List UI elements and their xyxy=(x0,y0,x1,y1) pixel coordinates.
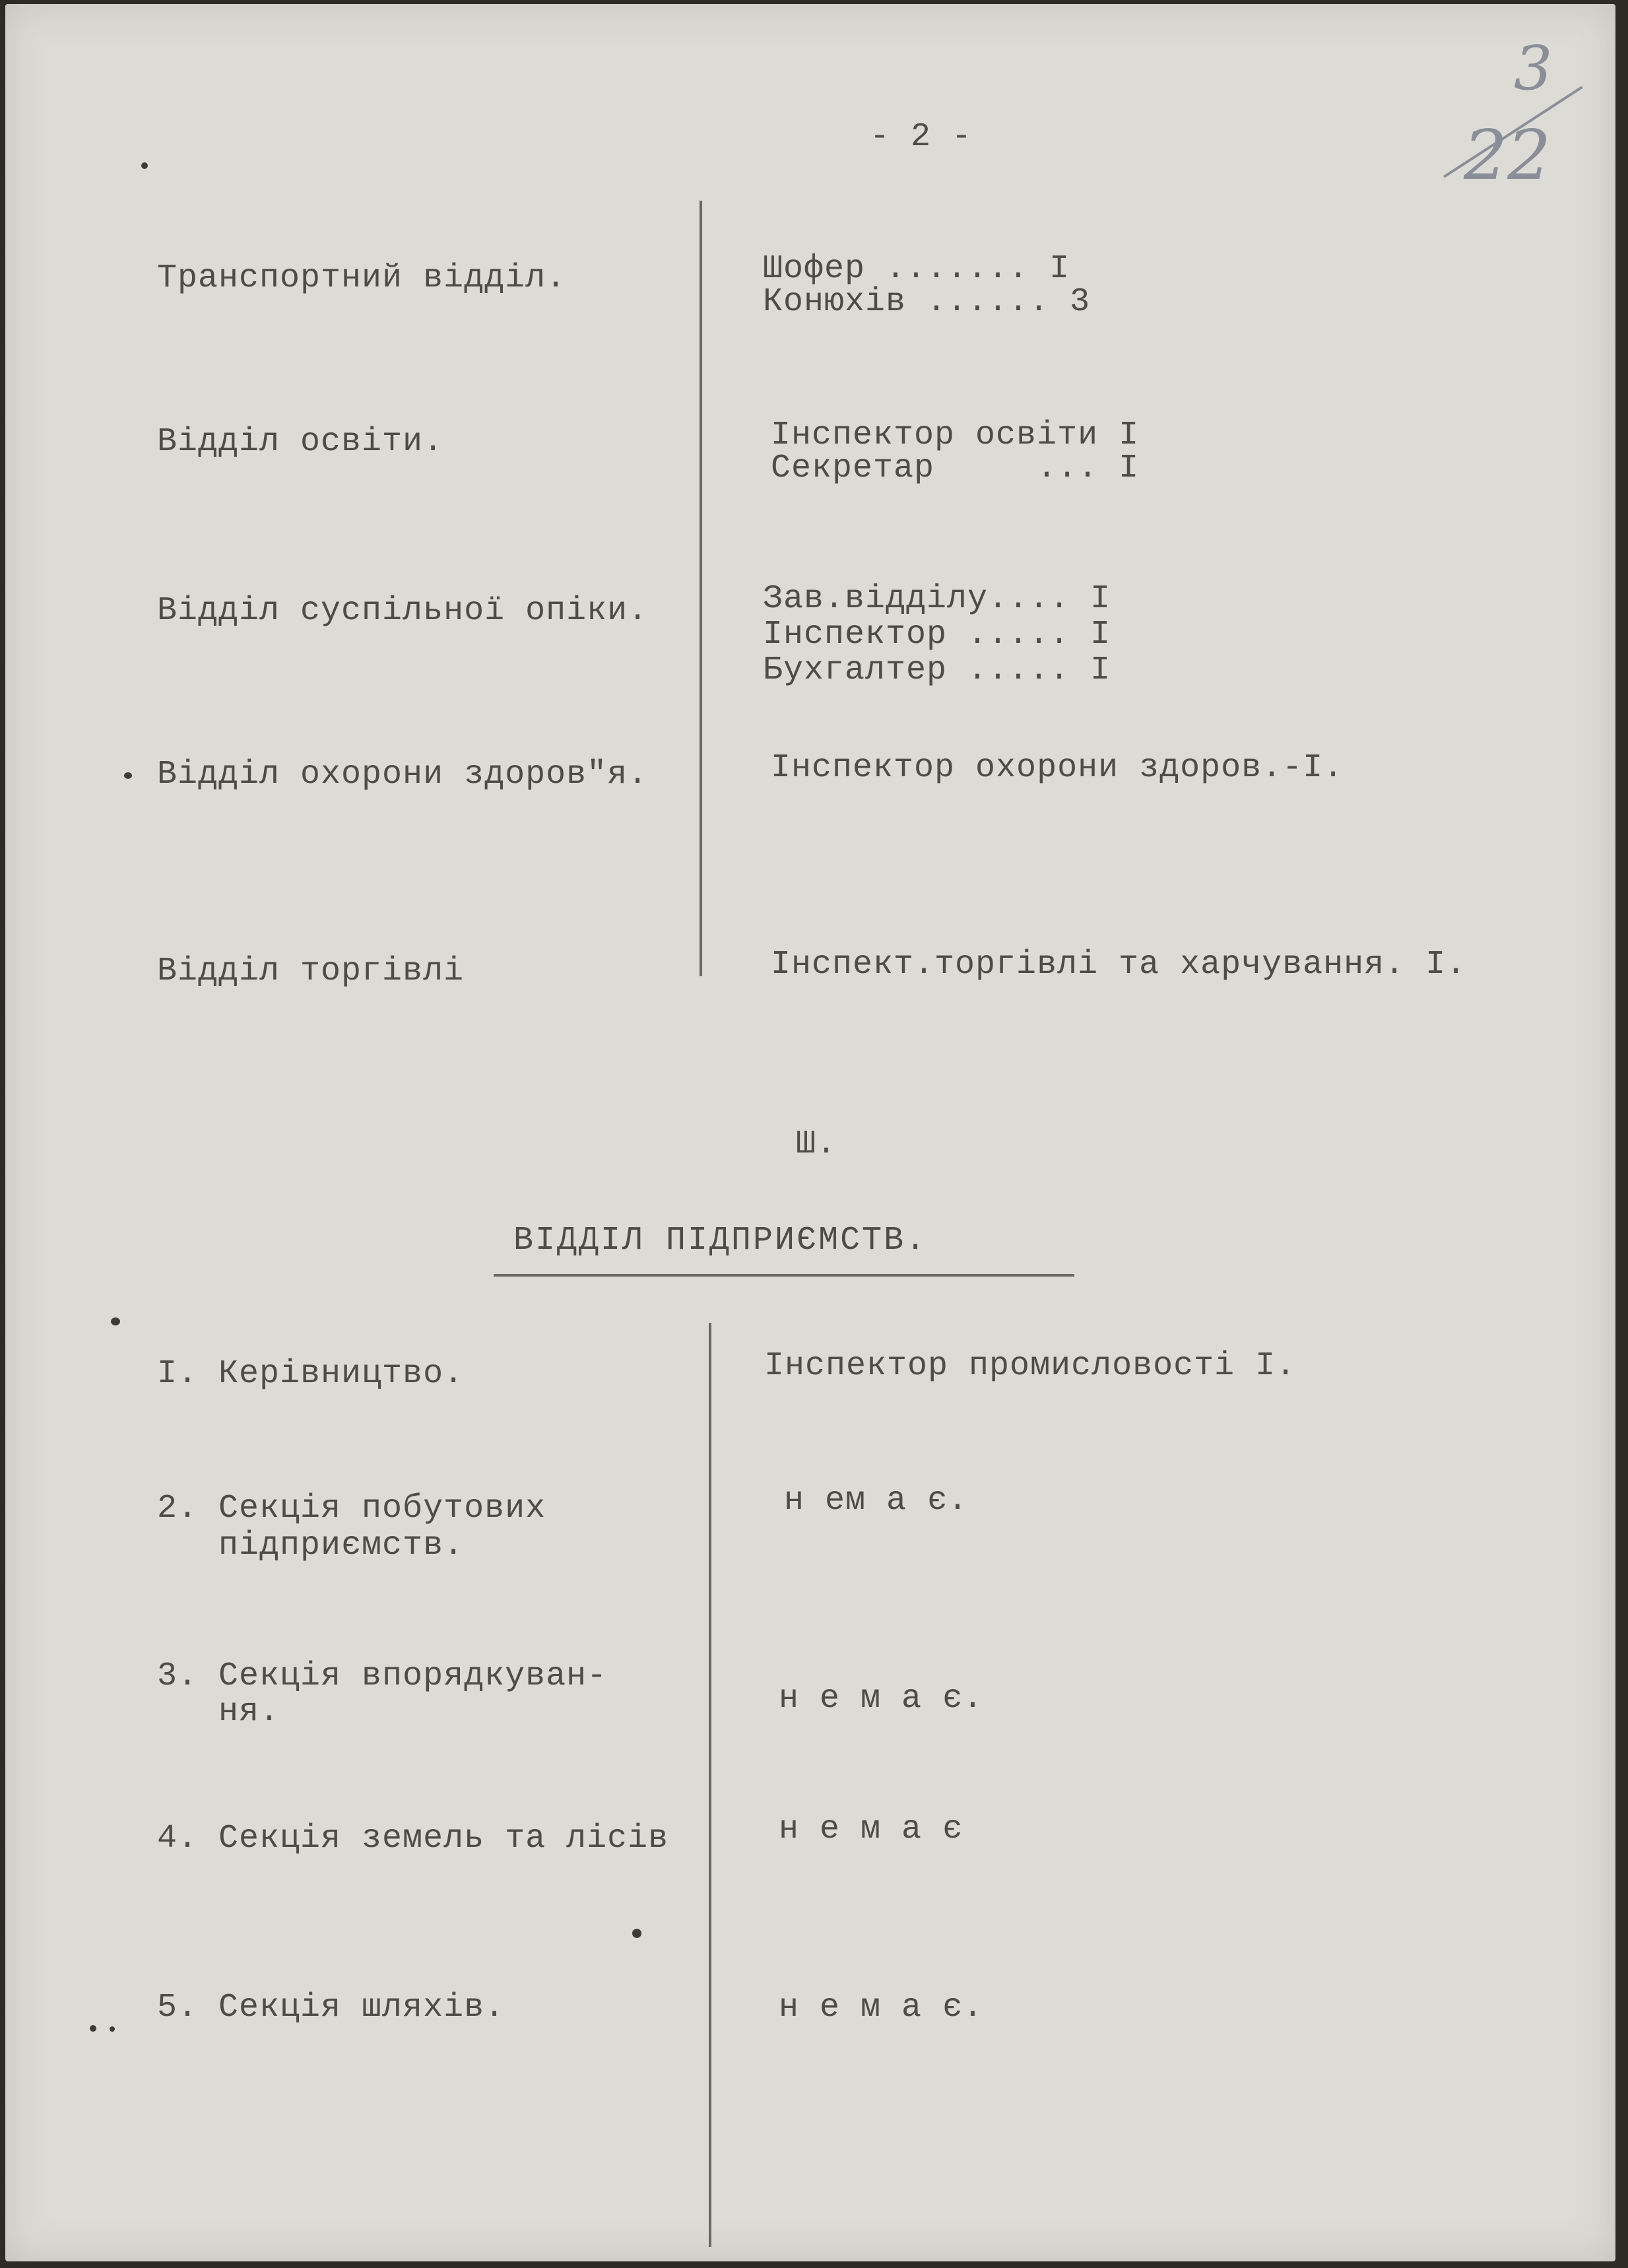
page-number: - 2 - xyxy=(870,118,973,156)
department-name: Транспортний відділ. xyxy=(157,259,567,297)
staff-position: Бухгалтер ..... I xyxy=(763,651,1111,689)
department-name: Відділ суспільної опіки. xyxy=(157,592,649,630)
section-staff: н е м а є. xyxy=(779,1680,984,1718)
archive-mark-lower: 22 xyxy=(1464,115,1551,195)
section-staff: н ем а є. xyxy=(784,1482,969,1519)
staff-position: Зав.відділу.... I xyxy=(763,580,1111,618)
paper-speck xyxy=(124,772,132,779)
staff-position: Інспектор освіти I xyxy=(771,417,1140,454)
paper-speck xyxy=(141,162,148,169)
staff-position: Інспектор ..... I xyxy=(763,616,1111,653)
department-name: Відділ торгівлі xyxy=(157,952,465,990)
staff-position: Інспектор охорони здоров.-І. xyxy=(771,749,1344,787)
section-staff: н е м а є. xyxy=(779,1989,984,2026)
section-staff: н е м а є xyxy=(779,1811,963,1848)
document-page xyxy=(5,4,1615,2261)
section-name: І. Керівництво. xyxy=(157,1355,465,1393)
section-title: ВІДДІЛ ПІДПРИЄМСТВ. xyxy=(513,1222,928,1259)
section-name: ня. xyxy=(157,1693,280,1731)
section-numeral: Ш. xyxy=(796,1125,837,1163)
paper-speck xyxy=(111,1317,120,1325)
section-name: 4. Секція земель та лісів xyxy=(157,1820,669,1857)
section-title-underline xyxy=(494,1274,1074,1277)
paper-speck xyxy=(110,2026,115,2032)
staff-position: Шофер ....... I xyxy=(763,250,1070,288)
paper-speck xyxy=(632,1929,641,1938)
column-divider-top xyxy=(700,201,702,976)
section-name: підприємств. xyxy=(157,1527,465,1564)
section-name: 3. Секція впорядкуван- xyxy=(157,1657,608,1695)
column-divider-bottom xyxy=(709,1323,711,2247)
department-name: Відділ охорони здоров"я. xyxy=(157,756,649,793)
section-staff: Інспектор промисловості І. xyxy=(764,1347,1297,1385)
paper-speck xyxy=(90,2025,96,2032)
section-name: 5. Секція шляхів. xyxy=(157,1989,505,2026)
department-name: Відділ освіти. xyxy=(157,423,444,461)
staff-position: Інспект.торгівлі та харчування. І. xyxy=(771,946,1467,984)
staff-position: Секретар ... I xyxy=(771,450,1140,487)
section-name: 2. Секція побутових xyxy=(157,1490,546,1527)
staff-position: Конюхів ...... 3 xyxy=(763,283,1091,321)
archive-mark-upper: 3 xyxy=(1514,33,1553,104)
